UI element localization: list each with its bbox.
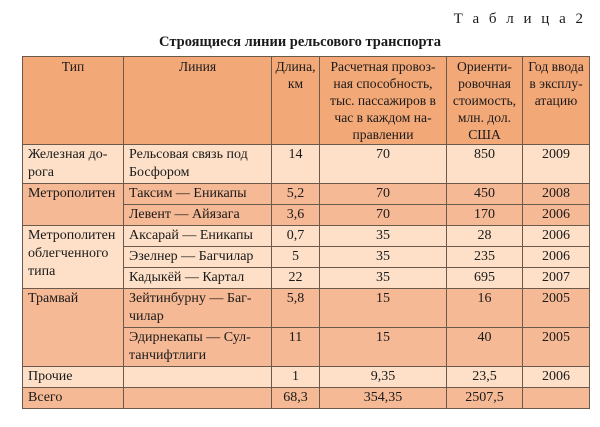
cell-cost: 23,5 <box>447 367 523 388</box>
cell-type: Метрополитен облегченного типа <box>23 226 124 289</box>
table-title: Строящиеся линии рельсового транспорта <box>159 34 441 50</box>
cell-year: 2008 <box>523 184 590 205</box>
cell-cost: 850 <box>447 145 523 184</box>
cell-year: 2006 <box>523 226 590 247</box>
header-capacity: Расчетная провоз- ная способность, тыс. пассажиров в час в каждом на- правлении <box>320 57 447 145</box>
header-row <box>23 57 590 145</box>
table-row <box>23 145 590 184</box>
table-row <box>23 184 590 205</box>
cell-line: Аксарай — Еникапы <box>124 226 272 247</box>
header-line: Линия <box>124 57 272 145</box>
cell-capacity: 15 <box>320 289 447 328</box>
cell-length: 1 <box>272 367 320 388</box>
cell-capacity: 35 <box>320 226 447 247</box>
header-year: Год ввода в эксплу- атацию <box>523 57 590 145</box>
table-row <box>23 388 590 409</box>
cell-capacity: 70 <box>320 145 447 184</box>
cell-year: 2006 <box>523 205 590 226</box>
cell-length: 11 <box>272 328 320 367</box>
cell-length: 68,3 <box>272 388 320 409</box>
cell-year <box>523 388 590 409</box>
cell-capacity: 70 <box>320 205 447 226</box>
cell-length: 0,7 <box>272 226 320 247</box>
header-type: Тип <box>23 57 124 145</box>
cell-type: Железная до- рога <box>23 145 124 184</box>
table-row <box>23 289 590 328</box>
rail-lines-table <box>22 56 590 409</box>
cell-year: 2009 <box>523 145 590 184</box>
header-length: Длина, км <box>272 57 320 145</box>
cell-length: 5,2 <box>272 184 320 205</box>
cell-length: 22 <box>272 268 320 289</box>
cell-length: 3,6 <box>272 205 320 226</box>
cell-line: Эдирнекапы — Сул- танчифтлиги <box>124 328 272 367</box>
cell-line: Зейтинбурну — Баг- чилар <box>124 289 272 328</box>
cell-year: 2006 <box>523 247 590 268</box>
cell-length: 5 <box>272 247 320 268</box>
cell-year: 2006 <box>523 367 590 388</box>
cell-cost: 235 <box>447 247 523 268</box>
cell-type: Прочие <box>23 367 124 388</box>
table-row <box>23 226 590 247</box>
cell-type: Метрополитен <box>23 184 124 226</box>
cell-line: Эзелнер — Багчилар <box>124 247 272 268</box>
cell-line: Рельсовая связь под Босфором <box>124 145 272 184</box>
cell-capacity: 9,35 <box>320 367 447 388</box>
cell-year: 2005 <box>523 328 590 367</box>
cell-capacity: 354,35 <box>320 388 447 409</box>
cell-type: Трамвай <box>23 289 124 367</box>
cell-cost: 28 <box>447 226 523 247</box>
header-cost: Ориенти- ровочная стоимость, млн. дол. США <box>447 57 523 145</box>
cell-cost: 695 <box>447 268 523 289</box>
table-body <box>23 145 590 409</box>
cell-line: Левент — Айязага <box>124 205 272 226</box>
cell-cost: 2507,5 <box>447 388 523 409</box>
cell-capacity: 35 <box>320 247 447 268</box>
cell-cost: 40 <box>447 328 523 367</box>
cell-year: 2005 <box>523 289 590 328</box>
table-row <box>23 367 590 388</box>
cell-line <box>124 388 272 409</box>
cell-cost: 170 <box>447 205 523 226</box>
cell-line <box>124 367 272 388</box>
cell-year: 2007 <box>523 268 590 289</box>
cell-cost: 450 <box>447 184 523 205</box>
table-number: Т а б л и ц а 2 <box>453 11 586 27</box>
cell-cost: 16 <box>447 289 523 328</box>
cell-length: 14 <box>272 145 320 184</box>
cell-capacity: 70 <box>320 184 447 205</box>
cell-line: Таксим — Еникапы <box>124 184 272 205</box>
cell-capacity: 35 <box>320 268 447 289</box>
cell-line: Кадыкёй — Картал <box>124 268 272 289</box>
cell-length: 5,8 <box>272 289 320 328</box>
cell-capacity: 15 <box>320 328 447 367</box>
cell-type: Всего <box>23 388 124 409</box>
